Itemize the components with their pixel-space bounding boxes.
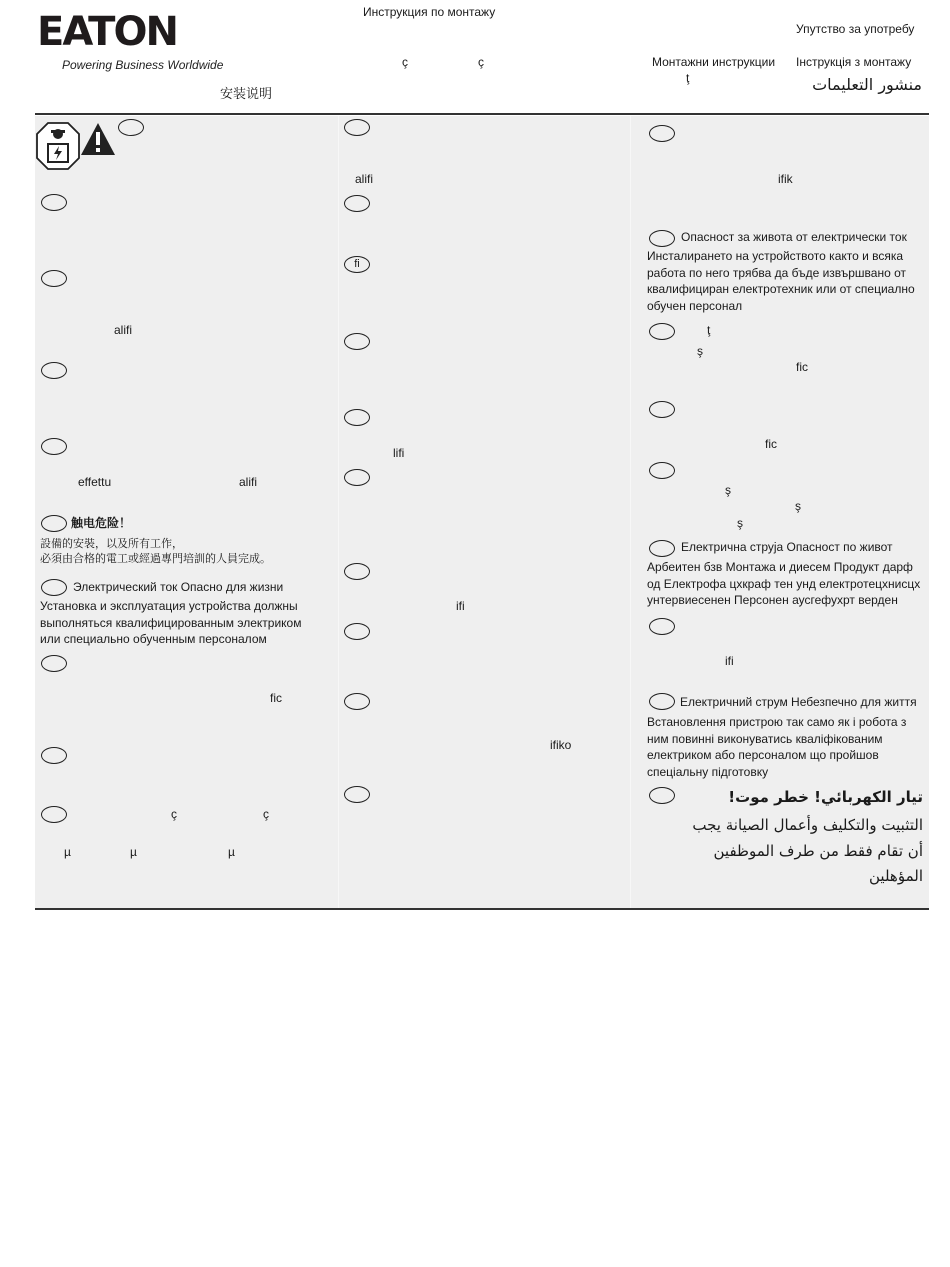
language-oval: [344, 623, 370, 640]
text-fragment: ş: [737, 516, 743, 530]
ar-warning-heading: تيار الكهربائي! خطر موت!: [728, 788, 923, 806]
text-fragment: effettu: [78, 475, 112, 489]
text-fragment: ifiko: [550, 738, 572, 752]
electrician-icon: [36, 122, 80, 170]
text-fragment: ţ: [707, 323, 711, 337]
language-oval: fi: [344, 256, 370, 273]
language-oval: [649, 618, 675, 635]
text-fragment: fic: [270, 691, 282, 705]
brand-tagline: Powering Business Worldwide: [62, 58, 224, 72]
ar-warning-body: التثبيت والتكليف وأعمال الصيانة يجب: [692, 816, 923, 834]
bg-warning-heading: Опасност за живота от електрически ток: [681, 230, 907, 244]
text-fragment: ifik: [778, 172, 793, 186]
ar-warning-body: المؤهلين: [869, 867, 923, 885]
text-fragment: alifi: [355, 172, 374, 186]
language-oval: [344, 119, 370, 136]
title-zh: 安装说明: [220, 86, 273, 101]
ru-warning-heading: Электрический ток Опасно для жизни: [73, 580, 284, 594]
sr-warning-heading: Електрична струја Опасност по живот: [681, 540, 893, 554]
language-oval: [41, 362, 67, 379]
language-oval: [41, 515, 67, 532]
language-oval: [649, 540, 675, 557]
text-fragment: ç: [263, 807, 269, 821]
text-fragment: ş: [697, 344, 703, 358]
ar-warning-body: أن تقام فقط من طرف الموظفين: [713, 842, 923, 860]
warning-icon: [80, 122, 116, 156]
language-oval: [41, 579, 67, 596]
ru-warning-body: Установка и эксплуатация устройства должны выполняться квалифицированным электриком или специально обученным персоналом: [40, 599, 302, 646]
language-oval: [41, 194, 67, 211]
zh-warning-body: 必須由合格的電工或經過專門培訓的人員完成。: [40, 553, 271, 565]
title-sr: Упутство за употребу: [796, 22, 915, 36]
language-oval: [344, 195, 370, 212]
text-fragment: µ: [64, 845, 71, 859]
language-oval: [649, 323, 675, 340]
language-oval: [344, 409, 370, 426]
language-oval: [649, 462, 675, 479]
language-oval: [344, 563, 370, 580]
text-fragment: µ: [130, 845, 137, 859]
header-fragment: ţ: [686, 71, 690, 85]
language-oval: [344, 693, 370, 710]
text-fragment: fic: [796, 360, 808, 374]
text-fragment: µ: [228, 845, 235, 859]
zh-warning-heading: 触电危险！: [71, 516, 132, 530]
text-fragment: ifi: [725, 654, 734, 668]
language-oval: [649, 787, 675, 804]
title-ru: Инструкция по монтажу: [363, 5, 496, 19]
language-oval: [649, 693, 675, 710]
text-fragment: ifi: [456, 599, 465, 613]
language-oval: [41, 270, 67, 287]
language-oval: [649, 230, 675, 247]
text-fragment: alifi: [239, 475, 258, 489]
text-fragment: alifi: [114, 323, 133, 337]
uk-warning-body: Встановлення пристрою так само як і робота з ним повинні виконуватись кваліфікованим електриком або персоналом що пройшов спеціальну підготовку: [647, 715, 907, 779]
text-fragment: fic: [765, 437, 777, 451]
top-rule: [35, 113, 929, 115]
bottom-rule: [35, 908, 929, 910]
language-oval: [41, 747, 67, 764]
language-oval: [649, 401, 675, 418]
language-oval: [344, 333, 370, 350]
text-fragment: ş: [795, 499, 801, 513]
sr-warning-body: Арбеитен бзв Монтажа и диесем Продукт дарф од Електрофа цхкраф тен унд електротецхнисцх унтервиесенен Персонен аусгефухрт верден: [647, 560, 921, 607]
language-oval: [649, 125, 675, 142]
column-divider: [338, 116, 339, 908]
language-oval: [344, 786, 370, 803]
language-oval: [344, 469, 370, 486]
text-fragment: ş: [725, 483, 731, 497]
eaton-logo: EATON: [37, 9, 177, 55]
text-fragment: lifi: [393, 446, 405, 460]
language-oval: [118, 119, 144, 136]
text-fragment: ç: [171, 807, 177, 821]
column-divider: [630, 116, 631, 908]
title-bg: Монтажни инструкции: [652, 55, 776, 69]
zh-warning-body: 設備的安裝，以及所有工作，: [40, 538, 183, 550]
language-oval: [41, 655, 67, 672]
language-oval: [41, 806, 67, 823]
uk-warning-heading: Електричний струм Небезпечно для життя: [680, 695, 917, 709]
header-fragment: ç: [478, 55, 484, 69]
title-ar: منشور التعليمات: [812, 75, 922, 94]
header-fragment: ç: [402, 55, 408, 69]
language-oval: [41, 438, 67, 455]
bg-warning-body: Инсталирането на устройството както и всяка работа по него трябва да бъде извършвано от квалифициран електротехник или от специално обучен персонал: [647, 249, 915, 313]
title-uk: Інструкція з монтажу: [796, 55, 912, 69]
